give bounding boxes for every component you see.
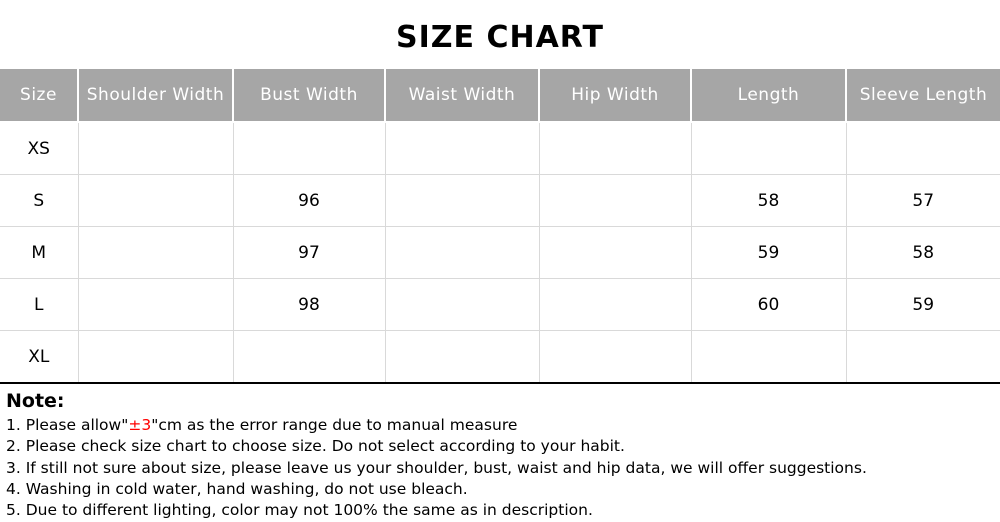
- column-header-waist-width: Waist Width: [385, 69, 539, 122]
- cell-bust: 98: [233, 279, 385, 331]
- table-row: [0, 227, 1000, 279]
- table-row: [0, 279, 1000, 331]
- notes-heading: Note:: [6, 390, 65, 412]
- cell-waist: [385, 227, 539, 279]
- cell-sleeve: [846, 331, 1000, 384]
- cell-length: [691, 122, 846, 175]
- note-line-3: 3. If still not sure about size, please leave us your shoulder, bust, waist and hip data, we will offer suggestions.: [6, 458, 867, 477]
- cell-hip: [539, 331, 691, 384]
- column-header-shoulder-width: Shoulder Width: [78, 69, 233, 122]
- cell-size: XL: [0, 331, 78, 384]
- note-1-suffix: "cm as the error range due to manual measure: [151, 415, 518, 434]
- table-row: [0, 331, 1000, 384]
- cell-sleeve: 59: [846, 279, 1000, 331]
- cell-waist: [385, 279, 539, 331]
- note-1-prefix: 1. Please allow": [6, 415, 129, 434]
- cell-shoulder: [78, 122, 233, 175]
- cell-hip: [539, 122, 691, 175]
- size-chart-table: [0, 69, 1000, 384]
- column-header-bust-width: Bust Width: [233, 69, 385, 122]
- cell-shoulder: [78, 279, 233, 331]
- cell-sleeve: 57: [846, 175, 1000, 227]
- tolerance-value: ±3: [128, 415, 152, 434]
- cell-size: L: [0, 279, 78, 331]
- cell-bust: [233, 331, 385, 384]
- page-title: SIZE CHART: [395, 20, 605, 55]
- cell-length: 59: [691, 227, 846, 279]
- table-row: [0, 175, 1000, 227]
- note-line-4: 4. Washing in cold water, hand washing, do not use bleach.: [6, 479, 468, 498]
- cell-hip: [539, 227, 691, 279]
- cell-waist: [385, 175, 539, 227]
- note-line-1: [6, 415, 994, 436]
- table-header-row: [0, 69, 1000, 122]
- cell-hip: [539, 175, 691, 227]
- note-line-5: 5. Due to different lighting, color may not 100% the same as in description.: [6, 501, 593, 520]
- cell-size: XS: [0, 122, 78, 175]
- cell-length: [691, 331, 846, 384]
- cell-hip: [539, 279, 691, 331]
- column-header-hip-width: Hip Width: [539, 69, 691, 122]
- column-header-length: Length: [691, 69, 846, 122]
- note-line-2: 2. Please check size chart to choose size. Do not select according to your habit.: [6, 437, 625, 456]
- cell-shoulder: [78, 227, 233, 279]
- cell-bust: [233, 122, 385, 175]
- column-header-sleeve-length: Sleeve Length: [846, 69, 1000, 122]
- cell-bust: 96: [233, 175, 385, 227]
- cell-waist: [385, 122, 539, 175]
- cell-size: S: [0, 175, 78, 227]
- cell-sleeve: 58: [846, 227, 1000, 279]
- cell-size: M: [0, 227, 78, 279]
- cell-shoulder: [78, 331, 233, 384]
- cell-sleeve: [846, 122, 1000, 175]
- column-header-size: Size: [0, 69, 78, 122]
- table-row: [0, 122, 1000, 175]
- cell-length: 60: [691, 279, 846, 331]
- cell-waist: [385, 331, 539, 384]
- cell-shoulder: [78, 175, 233, 227]
- cell-bust: 97: [233, 227, 385, 279]
- cell-length: 58: [691, 175, 846, 227]
- notes-section: [0, 384, 1000, 522]
